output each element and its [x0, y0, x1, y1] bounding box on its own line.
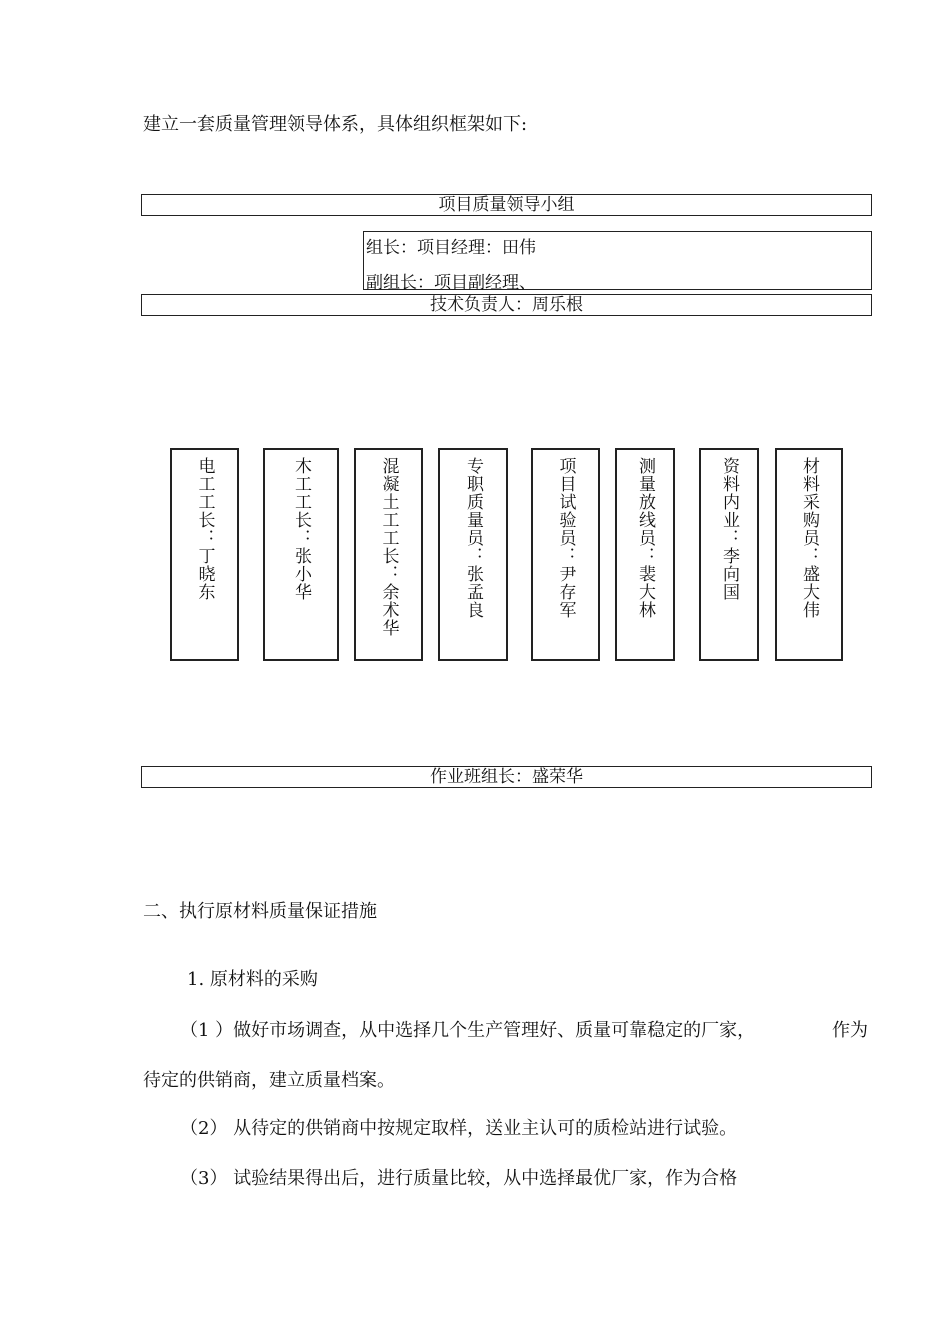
member-title: 混凝土工工长：	[378, 457, 399, 583]
deputy-line: 副组长：项目副经理、	[366, 273, 536, 293]
member-name: 张孟良	[463, 565, 483, 619]
foreman-box	[141, 766, 872, 788]
member-text	[195, 457, 215, 601]
member-text	[291, 457, 311, 601]
member-text	[635, 457, 655, 619]
member-name: 丁晓东	[194, 547, 215, 601]
member-box-documents	[699, 448, 759, 661]
member-name: 尹存军	[555, 565, 576, 619]
member-text	[379, 457, 399, 637]
member-title: 材料采购员：	[799, 457, 819, 565]
member-title: 资料内业：	[719, 457, 739, 547]
member-box-procurement	[775, 448, 843, 661]
tech-lead-box	[141, 294, 872, 316]
member-text	[799, 457, 819, 619]
member-name: 裴大林	[635, 565, 655, 619]
intro-text: 建立一套质量管理领导体系，具体组织框架如下:	[143, 114, 528, 135]
group-title: 项目质量领导小组	[438, 195, 575, 215]
foreman: 作业班组长：盛荣华	[430, 767, 583, 787]
subsection-heading: 1. 原材料的采购	[187, 969, 318, 990]
member-text	[556, 457, 576, 619]
paragraph-1-tail: 作为	[832, 1020, 868, 1041]
member-title: 专职质量员：	[463, 457, 483, 565]
section-heading: 二、执行原材料质量保证措施	[143, 901, 377, 922]
member-box-survey	[615, 448, 675, 661]
paragraph-1-line-2: 待定的供销商，建立质量档案。	[143, 1070, 395, 1091]
member-name: 盛大伟	[799, 565, 819, 619]
member-name: 李向国	[719, 547, 739, 601]
member-text	[463, 457, 483, 619]
member-name: 余术华	[378, 583, 399, 637]
member-text	[719, 457, 739, 601]
member-box-electric	[170, 448, 239, 661]
member-title: 测量放线员：	[635, 457, 655, 565]
member-title: 项目试验员：	[555, 457, 576, 565]
tech-lead: 技术负责人：周乐根	[430, 295, 583, 315]
member-title: 木工工长：	[291, 457, 311, 547]
leader-line: 组长：项目经理：田伟	[366, 238, 536, 258]
group-title-box	[141, 194, 872, 216]
leadership-box	[363, 231, 872, 293]
paragraph-1-line-1: （1 ）做好市场调查，从中选择几个生产管理好、质量可靠稳定的厂家，	[180, 1020, 756, 1041]
paragraph-2: （2） 从待定的供销商中按规定取样，送业主认可的质检站进行试验。	[180, 1118, 738, 1139]
member-name: 张小华	[291, 547, 311, 601]
paragraph-3: （3） 试验结果得出后，进行质量比较，从中选择最优厂家，作为合格	[180, 1168, 738, 1189]
member-box-concrete	[354, 448, 423, 661]
member-title: 电工工长：	[194, 457, 215, 547]
member-box-carpentry	[263, 448, 339, 661]
member-box-quality	[438, 448, 508, 661]
member-box-testing	[531, 448, 600, 661]
